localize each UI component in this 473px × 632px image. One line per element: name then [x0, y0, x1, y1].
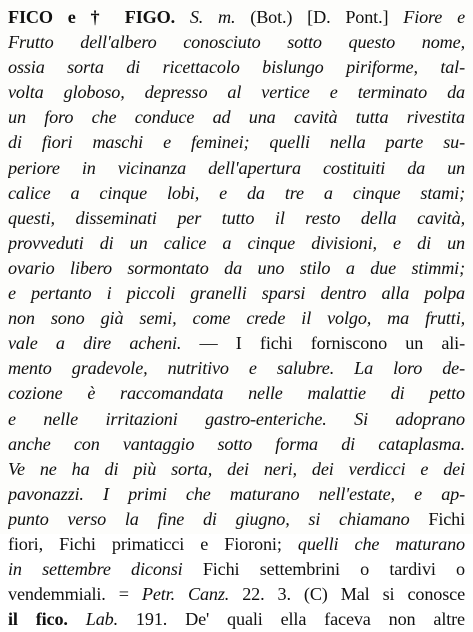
italic-text: periore in vicinanza dell'apertura costituiti da un [8, 157, 465, 178]
roman-text: Fichi settembrini o tardivi o [202, 559, 465, 580]
text-line [8, 281, 465, 306]
italic-text: e pertanto i piccoli granelli sparsi dentro alla polpa [8, 283, 465, 304]
roman-text: (Bot.) [D. Pont.] [250, 7, 404, 27]
text-line [8, 607, 465, 632]
text-line [8, 156, 465, 181]
italic-text: mento gradevole, nutritivo e salubre. La loro de- [8, 358, 465, 379]
italic-text: Fiore e [403, 7, 465, 27]
text-line [8, 457, 465, 482]
italic-text: calice a cinque lobi, e da tre a cinque stami; [8, 182, 465, 203]
italic-text: ossia sorta di ricettacolo bislungo piriforme, tal- [8, 57, 465, 78]
roman-text: vendemmiali. = [8, 584, 142, 605]
text-line [8, 356, 465, 381]
italic-text: di fiori maschi e feminei; quelli nella parte su- [8, 132, 465, 153]
italic-text: anche con vantaggio sotto forma di cataplasma. [8, 433, 465, 454]
text-line [8, 105, 465, 130]
italic-text: ovario libero sormontato da uno stilo a due stimmi; [8, 257, 465, 278]
text-line [8, 306, 465, 331]
roman-text: fiori, Fichi primaticci e Fioroni; [8, 533, 298, 554]
text-line [8, 206, 465, 231]
roman-text: 191. De' quali ella faceva non altre [118, 609, 465, 630]
italic-text: quelli che maturano [297, 533, 465, 554]
italic-text: Frutto dell'albero conosciuto sotto questo nome, [8, 32, 465, 53]
italic-text: questi, disseminati per tutto il resto della cavità, [8, 207, 465, 228]
text-line [8, 482, 465, 507]
italic-text: volta globoso, depresso al vertice e terminato da [8, 82, 465, 103]
italic-text: Lab. [67, 609, 118, 630]
roman-text: 22. 3. (C) Mal si conosce [229, 584, 465, 605]
text-line [8, 130, 465, 155]
italic-text: non sono già semi, come crede il volgo, ma frutti, [8, 308, 465, 329]
italic-text: Ve ne ha di più sorta, dei neri, dei verdicci e dei [8, 458, 465, 479]
roman-text: Fichi [428, 508, 465, 529]
text-line [8, 582, 465, 607]
roman-text: — I fichi forniscono un ali- [181, 333, 465, 354]
text-line [8, 331, 465, 356]
headword: il fico. [8, 609, 68, 630]
text-line [8, 381, 465, 406]
text-line [8, 231, 465, 256]
italic-text: pavonazzi. I primi che maturano nell'estate, e ap- [8, 483, 465, 504]
text-line [8, 507, 465, 532]
italic-text: punto verso la fine di giugno, si chiamano [8, 508, 429, 529]
text-line [8, 532, 465, 557]
italic-text: S. m. [175, 7, 251, 27]
text-line [8, 256, 465, 281]
text-line [8, 407, 465, 432]
italic-text: e nelle irritazioni gastro-enteriche. Si adoprano [8, 408, 465, 429]
italic-text: Petr. Canz. [141, 584, 230, 605]
text-line [8, 432, 465, 457]
text-line [8, 5, 465, 30]
text-line [8, 55, 465, 80]
text-line [8, 30, 465, 55]
italic-text: cozione è raccomandata nelle malattie di petto [8, 383, 465, 404]
text-line [8, 557, 465, 582]
text-line [8, 181, 465, 206]
italic-text: provveduti di un calice a cinque divisioni, e di un [8, 232, 465, 253]
headword: FICO e † FIGO. [8, 7, 176, 27]
italic-text: un foro che conduce ad una cavità tutta rivestita [8, 107, 465, 128]
dictionary-entry-fico [8, 5, 465, 632]
italic-text: in settembre diconsi [8, 559, 203, 580]
italic-text: vale a dire acheni. [8, 333, 182, 354]
text-line [8, 80, 465, 105]
